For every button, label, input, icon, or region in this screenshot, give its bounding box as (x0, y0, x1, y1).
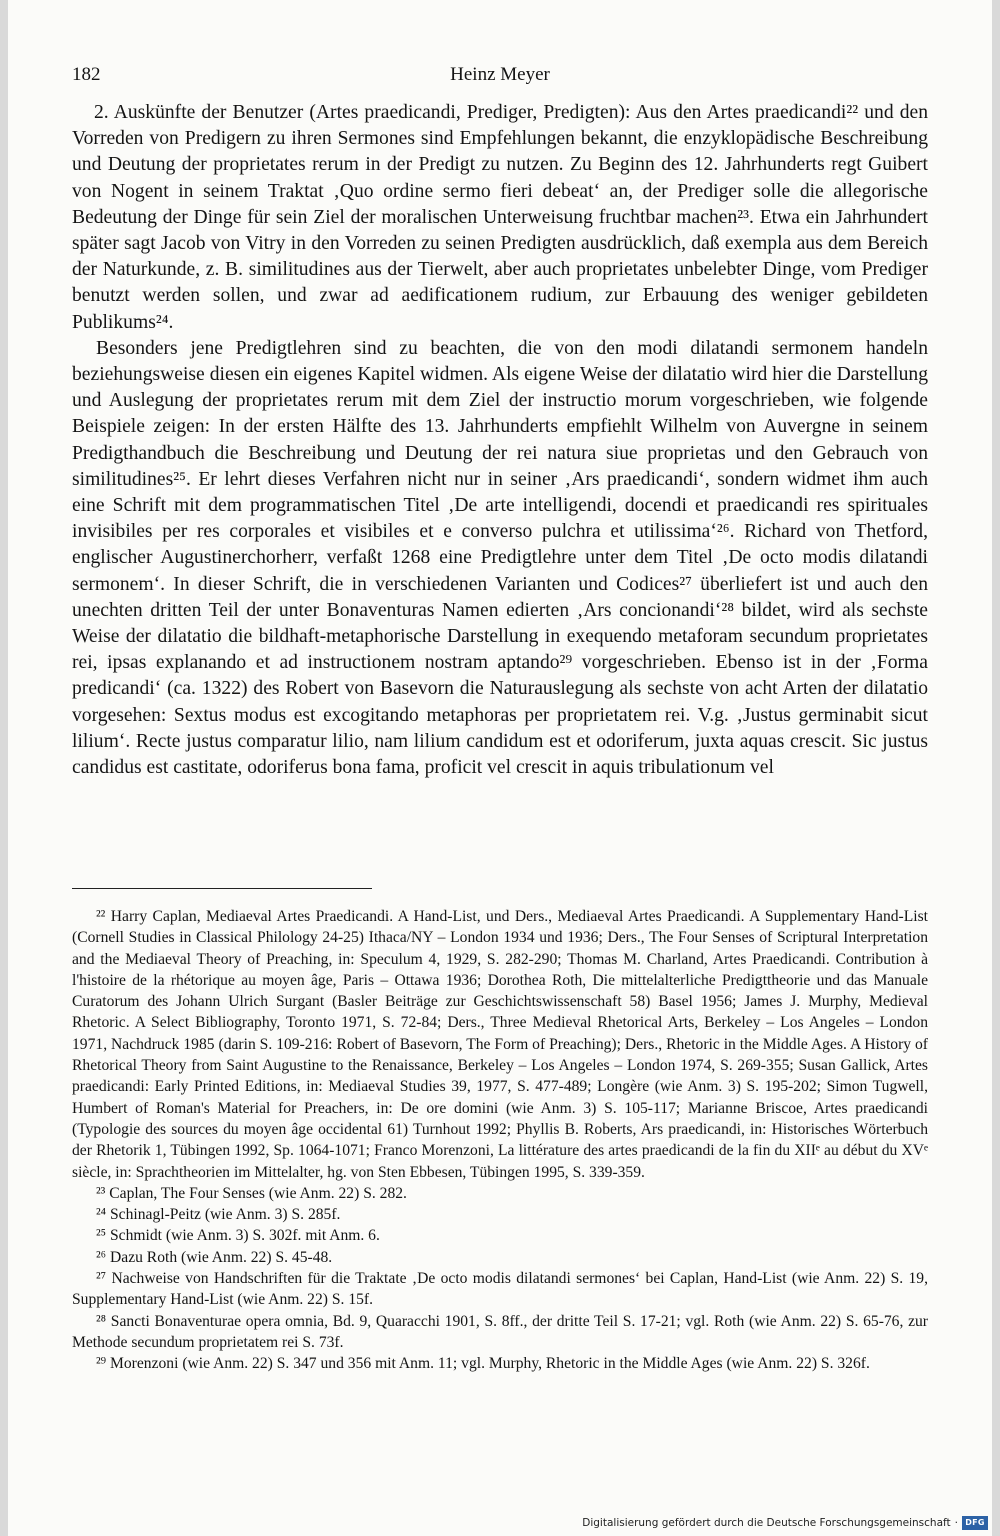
running-head: Heinz Meyer (450, 64, 550, 85)
body-paragraph-1: 2. Auskünfte der Benutzer (Artes praedicandi, Prediger, Predigten): Aus den Artes praedicandi²² und den Vorreden von Predigern zu ihren Sermones sind Empfehlungen bekannt, die enzyklopädische Beschreibung und Deutung der proprietates rerum in der Predigt zu nutzen. Zu Beginn des 12. Jahrhunderts regt Guibert von Nogent in seinem Traktat ‚Quo ordine sermo fieri debeat‘ an, der Prediger solle die allegorische Bedeutung der Dinge für sein Ziel der moralischen Unterweisung fruchtbar machen²³. Etwa ein Jahrhundert später sagt Jacob von Vitry in den Vorreden zu seinen Predigten ausdrücklich, daß exempla aus dem Bereich der Naturkunde, z. B. similitudines aus der Tierwelt, aber auch proprietates unbelebter Dinge, vom Prediger benutzt werden sollen, und zwar ad aedificationem rudium, zur Erbauung des weniger gebildeten Publikums²⁴. (72, 102, 928, 333)
footnote-26: ²⁶ Dazu Roth (wie Anm. 22) S. 45-48. (96, 1248, 333, 1266)
footnote-27: ²⁷ Nachweise von Handschriften für die Traktate ‚De octo modis dilatandi sermones‘ bei Caplan, Hand-List (wie Anm. 22) S. 19, Supplementary Hand-List (wie Anm. 22) S. 15f. (72, 1270, 928, 1309)
digitization-credit: Digitalisierung gefördert durch die Deutsche Forschungsgemeinschaft (582, 1517, 951, 1529)
page-number: 182 (72, 64, 101, 85)
footnote-22: ²² Harry Caplan, Mediaeval Artes Praedicandi. A Hand-List, und Ders., Mediaeval Artes Praedicandi. A Supplementary Hand-List (Cornell Studies in Classical Philology 24-25) Ithaca/NY – London 1934 und 1936; Ders., The Four Senses of Scriptural Interpretation and the Mediaeval Theory of Preaching, in: Speculum 4, 1929, S. 282-290; Thomas M. Charland, Artes Praedicandi. Contribution à l'histoire de la rhétorique au moyen âge, Paris – Ottawa 1936; Dorothea Roth, Die mittelalterliche Predigttheorie und das Manuale Curatorum des Johann Ulrich Surgant (Basler Beiträge zur Geschichtswissenschaft 58) Basel 1956; James J. Murphy, Medieval Rhetoric. A Select Bibliography, Toronto 1971, S. 72-84; Ders., Three Medieval Rhetorical Arts, Berkeley – Los Angeles – London 1971, Nachdruck 1985 (darin S. 109-216: Robert of Basevorn, The Form of Preaching); Ders., Rhetoric in the Middle Ages. A History of Rhetorical Theory from Saint Augustine to the Renaissance, Berkeley – Los Angeles – London 1974, S. 269-355; Susan Gallick, Artes praedicandi: Early Printed Editions, in: Mediaeval Studies 39, 1977, S. 477-489; Longère (wie Anm. 3) S. 195-202; Simon Tugwell, Humbert of Roman's Material for Preachers, in: De ore domini (wie Anm. 3) S. 105-117; Marianne Briscoe, Artes praedicandi (Typologie des sources du moyen âge occidental 61) Turnhout 1992; Phyllis B. Roberts, Ars praedicandi, in: Historisches Wörterbuch der Rhetorik 1, Tübingen 1992, Sp. 1064-1071; Franco Morenzoni, La littérature des artes praedicandi de la fin du XIIᵉ au début du XVᵉ siècle, in: Sprachtheorien im Mittelalter, hg. von Sten Ebbesen, Tübingen 1995, S. 339-359. (72, 908, 928, 1181)
dfg-logo-icon: DFG (962, 1516, 988, 1530)
digitization-footer: Digitalisierung gefördert durch die Deutsche Forschungsgemeinschaft · DFG (582, 1515, 988, 1531)
document-page (8, 0, 992, 1536)
body-text (72, 100, 928, 781)
footnote-separator (72, 888, 372, 889)
footnote-29: ²⁹ Morenzoni (wie Anm. 22) S. 347 und 356 mit Anm. 11; vgl. Murphy, Rhetoric in the Middle Ages (wie Anm. 22) S. 326f. (96, 1355, 870, 1373)
footnote-23: ²³ Caplan, The Four Senses (wie Anm. 22) S. 282. (96, 1184, 407, 1202)
footnote-28: ²⁸ Sancti Bonaventurae opera omnia, Bd. 9, Quaracchi 1901, S. 8ff., der dritte Teil S. 17-21; vgl. Roth (wie Anm. 22) S. 65-76, zur Methode secundum proprietatem rei S. 73f. (72, 1312, 928, 1351)
body-paragraph-2: Besonders jene Predigtlehren sind zu beachten, die von den modi dilatandi sermonem handeln beziehungsweise diesen ein eigenes Kapitel widmen. Als eigene Weise der dilatatio wird hier die Darstellung und Auslegung der proprietates rerum mit dem Ziel der instructio morum vorgeschrieben, wie folgende Beispiele zeigen: In der ersten Hälfte des 13. Jahrhunderts empfiehlt Wilhelm von Auvergne in seinem Predigthandbuch die Beschreibung und Deutung der rei natura siue proprietas und den Gebrauch von similitudines²⁵. Er lehrt dieses Verfahren nicht nur in seiner ‚Ars praedicandi‘, sondern widmet ihm auch eine Schrift mit dem programmatischen Titel ‚De arte intelligendi, docendi et praedicandi res spirituales invisibiles per res corporales et visibiles et e converso pulchra et utilissima‘²⁶. Richard von Thetford, englischer Augustinerchorherr, verfaßt 1268 eine Predigtlehre unter dem Titel ‚De octo modis dilatandi sermonem‘. In dieser Schrift, die in verschiedenen Varianten und Codices²⁷ überliefert ist und auch den unechten dritten Teil der unter Bonaventuras Namen edierten ‚Ars concionandi‘²⁸ bildet, wird als sechste Weise der dilatatio die bildhaft-metaphorische Darstellung in exequendo metaforam secundum proprietates rei, ipsas explanando et ad instructionem nostram aptando²⁹ vorgeschrieben. Ebenso ist in der ‚Forma predicandi‘ (ca. 1322) des Robert von Basevorn die Naturauslegung als sechste von acht Arten der dilatatio vorgesehen: Sextus modus est excogitando metaphoras per proprietatem rei. V.g. ‚Justus germinabit sicut lilium‘. Recte justus comparatur lilio, nam lilium candidum est et odoriferum, juxta aquas crescit. Sic justus candidus est castitate, odoriferus bona fama, proficit vel crescit in aquis tribulationum vel (72, 337, 928, 779)
footnote-24: ²⁴ Schinagl-Peitz (wie Anm. 3) S. 285f. (96, 1206, 341, 1224)
page-header (72, 64, 928, 90)
footnotes (72, 906, 928, 1375)
footnote-25: ²⁵ Schmidt (wie Anm. 3) S. 302f. mit Anm. 6. (96, 1227, 380, 1245)
